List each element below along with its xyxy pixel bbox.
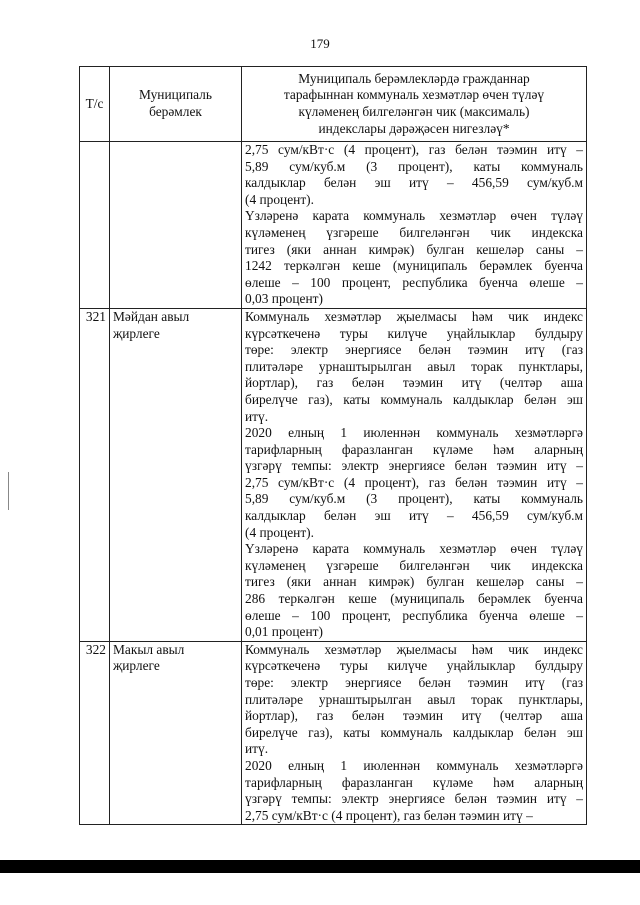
margin-mark [8, 472, 9, 510]
description-line: 0,01 процент) [245, 624, 323, 640]
description-line: плитәләре урнаштырылган авыл торак пунктлары, [245, 358, 583, 374]
description-line: үзгәрү темпы: электр энергиясе белән тәэмин итү – [245, 458, 583, 474]
description-line: Коммуналь хезмәтләр җыелмасы һәм чик индекс [245, 308, 583, 324]
description-line: тигез (яки аннан кимрәк) булган кешеләр саны – [245, 574, 583, 590]
description-paragraph [245, 758, 583, 824]
row-number: 321 [80, 308, 110, 641]
description-paragraph [245, 541, 583, 641]
header-description [242, 67, 587, 142]
header-municipality [110, 67, 242, 142]
description-line: тарифларның фаразланган күләме һәм аларның [245, 441, 583, 457]
description-line: төре: электр энергиясе белән тәэмин итү (газ [245, 342, 583, 358]
description-cell [242, 641, 587, 825]
municipality-name-line: Мәйдан авыл [113, 308, 190, 324]
description-line: күрсәткеченә туры килүче уңайлыклар булдыру [245, 658, 583, 674]
description-line: тигез (яки аннан кимрәк) булган кешеләр саны – [245, 241, 583, 257]
description-paragraph [245, 309, 583, 425]
header-description-line: Муниципаль берәмлекләрдә гражданнар [298, 70, 530, 86]
municipality-name-line: җирлеге [113, 325, 160, 341]
description-line: 2,75 сум/кВт·с (4 процент), газ белән тәэмин итү – [245, 142, 583, 157]
table-row [80, 308, 587, 641]
description-line: йортлар), газ белән тәэмин итү (челтәр аша [245, 375, 583, 391]
description-line: итү. [245, 741, 269, 757]
tariff-table [79, 66, 587, 825]
description-line: Үзләренә карата коммуналь хезмәтләр өчен түләү [245, 541, 583, 557]
description-paragraph [245, 142, 583, 208]
description-line: итү. [245, 408, 269, 424]
table-row [80, 641, 587, 825]
description-line: бирелүче газ), каты коммуналь калдыклар белән эш [245, 391, 583, 407]
municipality-name [110, 308, 242, 641]
municipality-name-line: җирлеге [113, 658, 160, 674]
description-line: 0,03 процент) [245, 291, 323, 307]
description-line: 1242 теркәлгән кеше (муниципаль берәмлек буенча [245, 258, 583, 274]
row-number: 322 [80, 641, 110, 825]
description-line: 2,75 сум/кВт·с (4 процент), газ белән тәэмин итү – [245, 474, 583, 490]
description-line: Үзләренә карата коммуналь хезмәтләр өчен түләү [245, 208, 583, 224]
description-paragraph [245, 425, 583, 541]
description-line: Коммуналь хезмәтләр җыелмасы һәм чик индекс [245, 641, 583, 657]
header-number: Т/с [80, 67, 110, 142]
bottom-bar [0, 860, 640, 873]
description-line: бирелүче газ), каты коммуналь калдыклар белән эш [245, 724, 583, 740]
description-line: йортлар), газ белән тәэмин итү (челтәр аша [245, 708, 583, 724]
municipality-name [110, 142, 242, 309]
header-description-line: күләменең билгеләнгән чик (максималь) [298, 104, 530, 119]
description-line: 5,89 сум/куб.м (3 процент), каты коммуналь [245, 491, 583, 507]
description-line: 2020 елның 1 июленнән коммуналь хезмәтләргә [245, 757, 583, 773]
description-line: күләменең үзгәреше билгеләнгән чик индекска [245, 557, 583, 573]
description-line: өлеше – 100 процент, республика буенча өлеше – [245, 274, 583, 290]
description-line: 2,75 сум/кВт·с (4 процент), газ белән тәэмин итү – [245, 807, 533, 823]
header-description-line: индекслары дәрәҗәсен нигезләү* [318, 120, 510, 136]
description-line: плитәләре урнаштырылган авыл торак пунктлары, [245, 691, 583, 707]
description-line: (4 процент). [245, 524, 314, 540]
description-line: (4 процент). [245, 191, 314, 207]
description-line: 2020 елның 1 июленнән коммуналь хезмәтләргә [245, 425, 583, 441]
page-number: 179 [310, 36, 330, 51]
description-line: төре: электр энергиясе белән тәэмин итү (газ [245, 675, 583, 690]
description-line: өлеше – 100 процент, республика буенча өлеше – [245, 607, 583, 623]
header-description-line: тарафыннан коммуналь хезмәтләр өчен түләү [283, 87, 545, 103]
description-line: калдыклар белән эш итү – 456,59 сум/куб.м [245, 175, 583, 191]
description-cell [242, 142, 587, 309]
description-paragraph [245, 208, 583, 308]
description-line: күрсәткеченә туры килүче уңайлыклар булдыру [245, 325, 583, 341]
table-header-row [80, 67, 587, 142]
description-line: калдыклар белән эш итү – 456,59 сум/куб.м [245, 508, 583, 524]
description-line: күләменең үзгәреше билгеләнгән чик индекска [245, 224, 583, 240]
municipality-name-line: Макыл авыл [113, 641, 185, 657]
description-line: 5,89 сум/куб.м (3 процент), каты коммуналь [245, 158, 583, 174]
row-number [80, 142, 110, 309]
municipality-name [110, 641, 242, 825]
description-line: тарифларның фаразланган күләме һәм аларның [245, 774, 583, 790]
description-paragraph [245, 642, 583, 758]
description-line: үзгәрү темпы: электр энергиясе белән тәэмин итү – [245, 791, 583, 807]
header-municipality-text: Муниципаль берәмлек [139, 87, 212, 119]
description-line: 286 теркәлгән кеше (муниципаль берәмлек буенча [245, 591, 583, 607]
table-row [80, 142, 587, 309]
description-cell [242, 308, 587, 641]
